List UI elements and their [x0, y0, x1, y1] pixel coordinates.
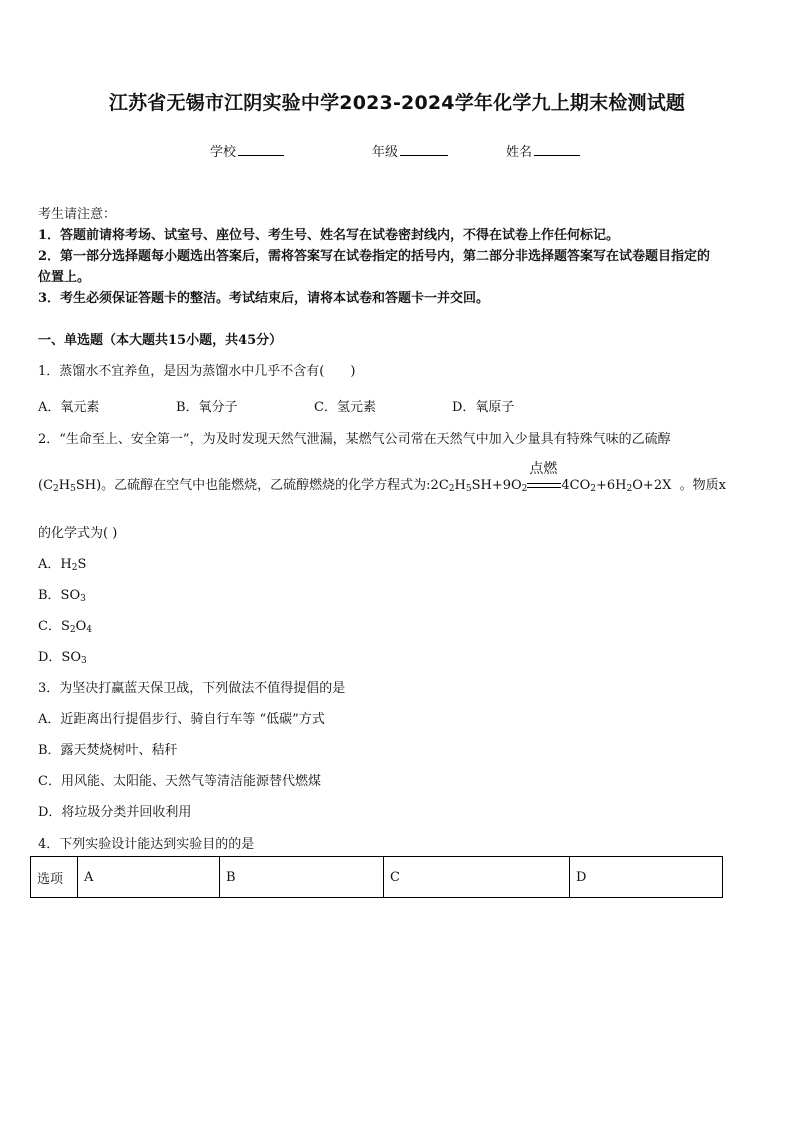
q3-option-a[interactable]: A．近距离出行提倡步行、骑自行车等 “低碳”方式: [38, 712, 325, 727]
q2-option-c[interactable]: C．$S_2O_4$: [38, 619, 92, 635]
equation-left: $2C_2H_5SH+9O_2$: [430, 478, 528, 494]
q2-option-a[interactable]: A．$H_2S$: [38, 557, 87, 573]
school-label: 学校: [210, 145, 237, 160]
notice-item: 位置上。: [38, 270, 91, 285]
name-field[interactable]: [506, 141, 580, 160]
grade-blank[interactable]: [400, 141, 448, 156]
question-1-stem: 1．蒸馏水不宜养鱼，是因为蒸馏水中几乎不含有( ): [38, 364, 356, 379]
question-2-stem: 2．“生命至上、安全第一”，为及时发现天然气泄漏，某燃气公司常在天然气中加入少量具有特殊气味的乙硫醇: [38, 432, 671, 447]
table-header-cell: A: [78, 857, 220, 898]
q2-option-b[interactable]: B．$SO_3$: [38, 588, 86, 604]
name-blank[interactable]: [534, 141, 580, 156]
question-2-equation-line: $(C_2H_5SH)$。乙硫醇在空气中也能燃烧，乙硫醇燃烧的化学方程式为$:2C_2H_5SH+9O_2$ 点燃 $4CO_2+6H_2O+2X$ 。物质x: [38, 461, 726, 494]
question-4-stem: 4．下列实验设计能达到实验目的的是: [38, 837, 255, 852]
q3-option-d[interactable]: D．将垃圾分类并回收利用: [38, 805, 192, 820]
notice-item: 2．第一部分选择题每小题选出答案后，需将答案写在试卷指定的括号内，第二部分非选择题答案写在试卷题目指定的: [38, 249, 711, 264]
q3-option-c[interactable]: C．用风能、太阳能、天然气等清洁能源替代燃煤: [38, 774, 321, 789]
notice-item: 1．答题前请将考场、试室号、座位号、考生号、姓名写在试卷密封线内，不得在试卷上作任何标记。: [38, 228, 620, 243]
q1-option-d[interactable]: D．氧原子: [452, 400, 515, 415]
q4-options-table: [30, 856, 723, 898]
table-header-cell: C: [384, 857, 570, 898]
reaction-condition: 点燃: [527, 475, 561, 489]
question-3-stem: 3．为坚决打赢蓝天保卫战，下列做法不值得提倡的是: [38, 681, 346, 696]
q3-option-b[interactable]: B．露天焚烧树叶、秸秆: [38, 743, 178, 758]
question-2-continuation: 的化学式为( ): [38, 526, 118, 541]
school-blank[interactable]: [238, 141, 284, 156]
table-header-cell: 选项: [31, 857, 78, 898]
notice-item: 3．考生必须保证答题卡的整洁。考试结束后，请将本试卷和答题卡一并交回。: [38, 291, 490, 306]
school-field[interactable]: [210, 141, 284, 160]
page-title: 江苏省无锡市江阴实验中学2023-2024学年化学九上期末检测试题: [108, 92, 686, 114]
grade-field[interactable]: [372, 141, 448, 160]
notice-heading: 考生请注意：: [38, 207, 117, 222]
q1-option-b[interactable]: B．氧分子: [176, 400, 238, 415]
table-header-cell: D: [570, 857, 723, 898]
section-heading: 一、单选题（本大题共15小题，共45分）: [38, 333, 283, 348]
name-label: 姓名: [506, 145, 533, 160]
table-row: [31, 857, 723, 898]
q1-option-c[interactable]: C．氢元素: [314, 400, 376, 415]
q2-option-d[interactable]: D．$SO_3$: [38, 650, 87, 666]
grade-label: 年级: [372, 145, 399, 160]
table-header-cell: B: [220, 857, 384, 898]
equation-right: $4CO_2+6H_2O+2X$: [561, 478, 672, 494]
q1-option-a[interactable]: A．氧元素: [38, 400, 100, 415]
